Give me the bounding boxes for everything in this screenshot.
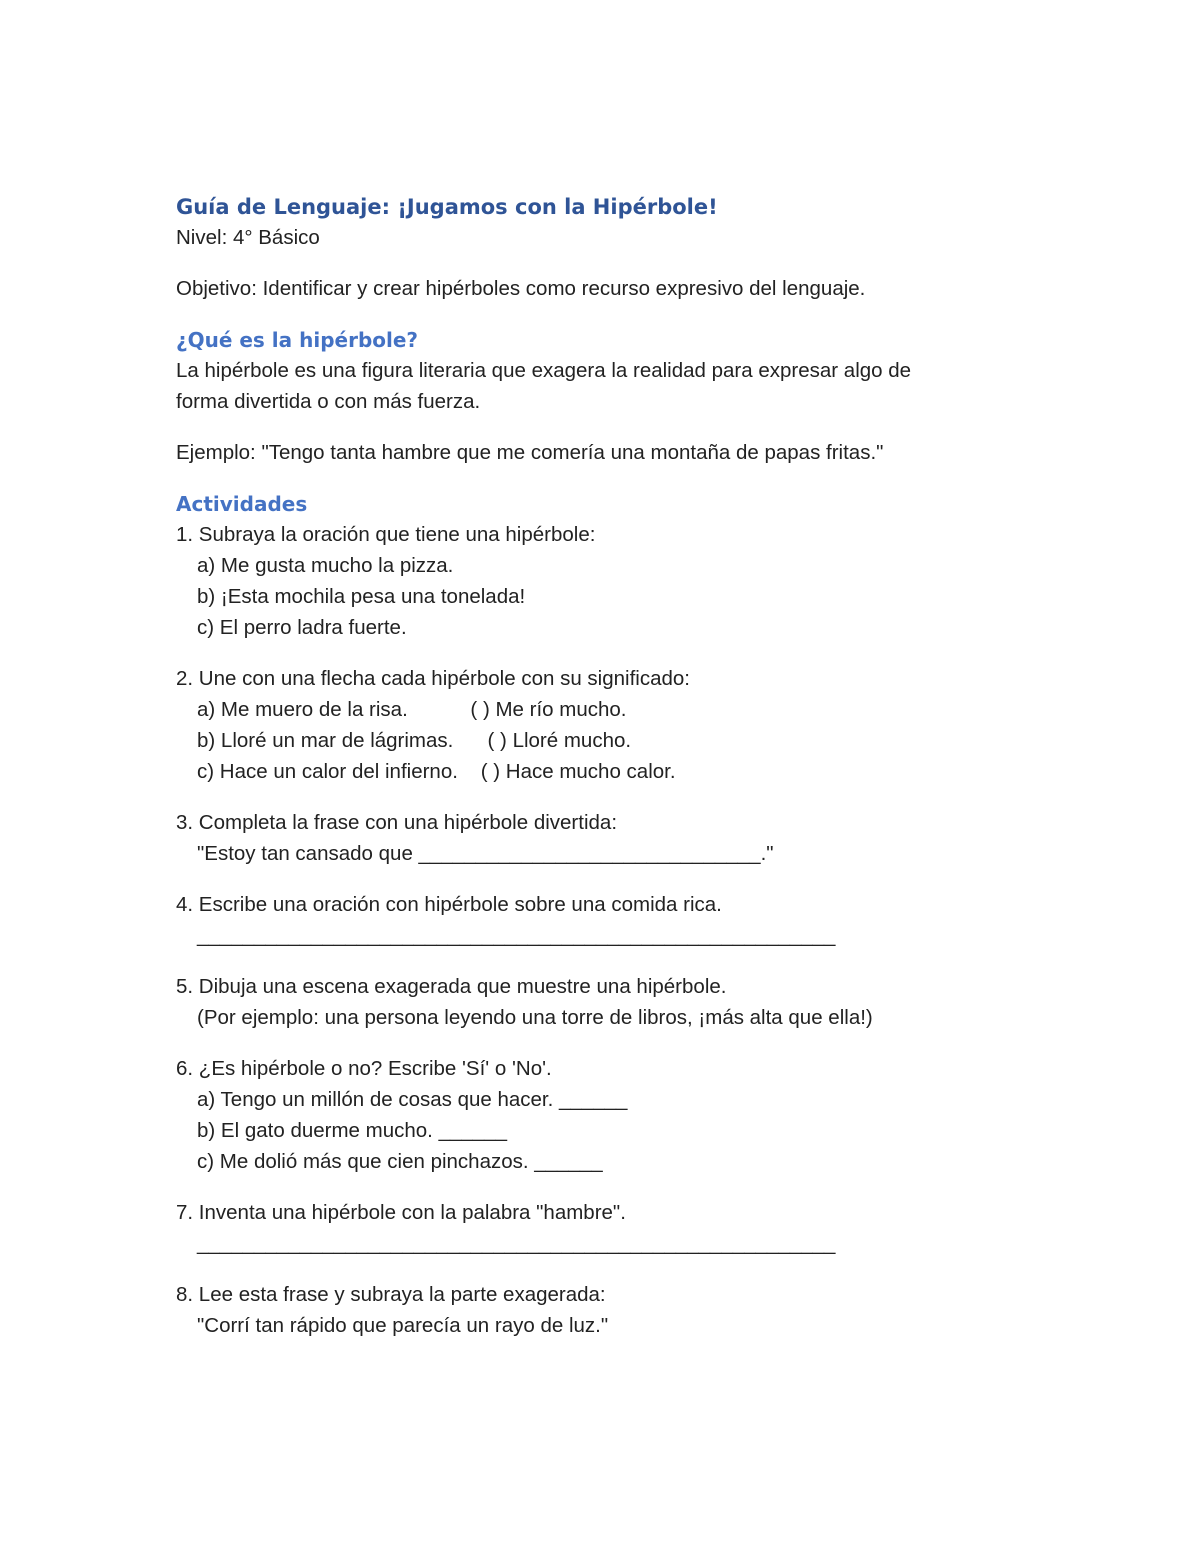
section-heading-actividades: Actividades [176, 492, 308, 516]
section-heading-hiperbole: ¿Qué es la hipérbole? [176, 328, 419, 352]
spacer [176, 1259, 1056, 1279]
activity-8 [176, 1279, 1056, 1341]
activity-prompt: 4. Escribe una oración con hipérbole sobre una comida rica. [176, 893, 722, 916]
nivel-line: Nivel: 4° Básico [176, 226, 320, 249]
activity-option: a) Me gusta mucho la pizza. [197, 554, 454, 577]
activity-1 [176, 519, 1056, 643]
spacer [176, 417, 1056, 437]
activity-prompt: 6. ¿Es hipérbole o no? Escribe 'Sí' o 'No'. [176, 1057, 552, 1080]
definition-line-2: forma divertida o con más fuerza. [176, 390, 481, 413]
activity-7 [176, 1197, 1056, 1259]
activity-option: c) Hace un calor del infierno. ( ) Hace mucho calor. [197, 760, 676, 783]
activity-prompt: 7. Inventa una hipérbole con la palabra "hambre". [176, 1201, 626, 1224]
document-page [176, 192, 1056, 1341]
activity-prompt: 2. Une con una flecha cada hipérbole con su significado: [176, 667, 690, 690]
spacer [176, 304, 1056, 325]
activity-5 [176, 971, 1056, 1033]
activity-prompt: 8. Lee esta frase y subraya la parte exagerada: [176, 1283, 606, 1306]
spacer [176, 1177, 1056, 1197]
activity-4 [176, 889, 1056, 951]
activity-6 [176, 1053, 1056, 1177]
activity-2 [176, 663, 1056, 787]
activity-option: a) Tengo un millón de cosas que hacer. ______ [197, 1088, 628, 1111]
activity-option: c) El perro ladra fuerte. [197, 616, 407, 639]
spacer [176, 869, 1056, 889]
spacer [176, 253, 1056, 273]
activity-prompt: 5. Dibuja una escena exagerada que muestre una hipérbole. [176, 975, 727, 998]
example-line: Ejemplo: "Tengo tanta hambre que me comería una montaña de papas fritas." [176, 441, 884, 464]
activity-answer-line: "Estoy tan cansado que ______________________________." [197, 842, 774, 865]
definition-line-1: La hipérbole es una figura literaria que exagera la realidad para expresar algo de [176, 359, 912, 382]
activity-note: (Por ejemplo: una persona leyendo una torre de libros, ¡más alta que ella!) [197, 1006, 873, 1029]
spacer [176, 468, 1056, 489]
activity-option: b) El gato duerme mucho. ______ [197, 1119, 507, 1142]
activity-option: c) Me dolió más que cien pinchazos. ______ [197, 1150, 603, 1173]
spacer [176, 787, 1056, 807]
document-title: Guía de Lenguaje: ¡Jugamos con la Hipérbole! [176, 195, 718, 219]
activity-option: a) Me muero de la risa. ( ) Me río mucho. [197, 698, 627, 721]
activity-option: b) ¡Esta mochila pesa una tonelada! [197, 585, 526, 608]
spacer [176, 951, 1056, 971]
spacer [176, 1033, 1056, 1053]
activity-prompt: 1. Subraya la oración que tiene una hipérbole: [176, 523, 596, 546]
activity-answer-line: ________________________________________________________ [197, 924, 836, 947]
spacer [176, 643, 1056, 663]
activity-answer-line: ________________________________________________________ [197, 1232, 836, 1255]
activity-quote: "Corrí tan rápido que parecía un rayo de luz." [197, 1314, 609, 1337]
objetivo-line: Objetivo: Identificar y crear hipérboles como recurso expresivo del lenguaje. [176, 277, 866, 300]
activity-option: b) Lloré un mar de lágrimas. ( ) Lloré mucho. [197, 729, 632, 752]
activity-prompt: 3. Completa la frase con una hipérbole divertida: [176, 811, 618, 834]
activity-3 [176, 807, 1056, 869]
